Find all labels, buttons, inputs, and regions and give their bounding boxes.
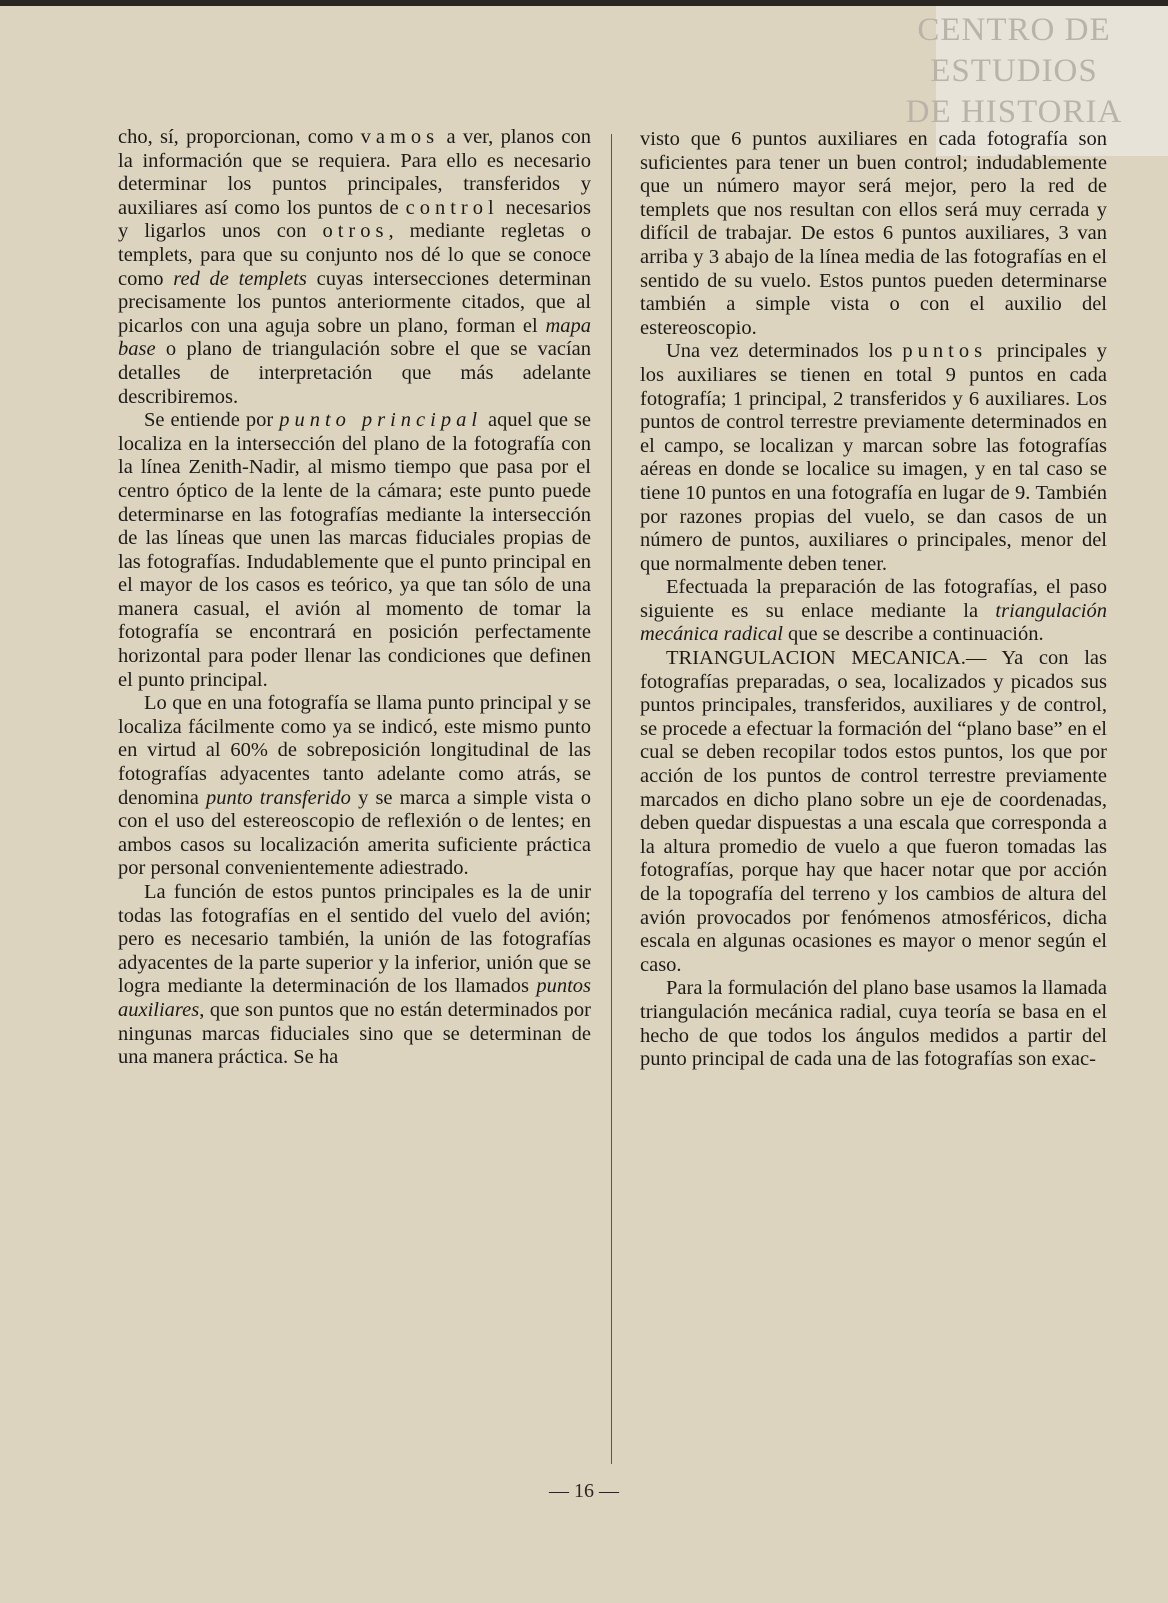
- right-column: [640, 128, 1107, 1072]
- text-run: , mediante regletas o templets, para que su conjunto nos dé lo que se conoce como: [118, 220, 591, 290]
- text-run: Efectuada la preparación de las fotografías, el paso siguiente es su enlace mediante la: [640, 576, 1107, 622]
- text-run: Se entiende por: [144, 409, 280, 432]
- text-run: principales y los auxiliares se tienen en total 9 puntos en cada fotografía; 1 principal, 2 transferidos y 6 auxiliares. Los puntos de control terrestre previamente determinados en el campo, se localizan y marcan sobre las fotografías aéreas en donde se localice su imagen, y en tal caso se tiene 10 puntos en una fotografía en lugar de 9. También por razones propias del vuelo, se dan casos de un número de puntos, auxiliares o principales, menor del que normalmente deben tener.: [640, 340, 1107, 575]
- text-run: a ver, planos con la información que se requiera. Para ello es necesario determinar los puntos principales, transferidos y auxiliares así como los puntos de: [118, 126, 591, 219]
- text-run: cho, sí, proporcionan, como: [118, 126, 361, 148]
- paragraph: [640, 340, 1107, 576]
- watermark-line: ESTUDIOS: [930, 53, 1098, 89]
- column-divider: [611, 134, 612, 1464]
- text-run: TRIANGULACION MECANICA.—: [666, 647, 987, 670]
- text-run: Una vez determinados los: [666, 340, 903, 363]
- paragraph: [118, 126, 591, 409]
- text-run: vamos: [360, 126, 440, 148]
- text-run: que se describe a continuación.: [782, 623, 1044, 646]
- emphasis-text: red de templets: [173, 267, 307, 290]
- text-run: otros: [322, 220, 389, 243]
- text-run: aquel que se localiza en la intersección del plano de la fotografía con la línea Zenith-Nadir, al mismo tiempo que pasa por el centro óptico de la lente de la cámara; este punto puede determinarse en las fotografías mediante la intersección de las líneas que unen las marcas fiduciales propias de las fotografías. Indudablemente que el punto principal en el mayor de los casos es teórico, ya que tan sólo de una manera casual, el avión al momento de tomar la fotografía se encontrará en posición perfectamente horizontal para poder llenar las condiciones que definen el punto principal.: [118, 409, 592, 691]
- watermark-line: DE HISTORIA: [905, 94, 1123, 130]
- text-run: Ya con las fotografías preparadas, o sea, localizados y picados sus puntos principales, transferidos, auxiliares y de control, se procede a efectuar la formación del “plano base” en el cual se deben recopilar todos estos puntos, los que por acción de los puntos de control terrestre previamente marcados en dicho plano sobre un eje de coordenadas, deben quedar dispuestas a una escala que corresponda a la altura promedio de vuelo a que fueron tomadas las fotografías, porque hay que hacer notar que por acción de la topografía del terreno y los cambios de altura del avión provocados por fenómenos atmosféricos, dicha escala en algunas ocasiones es mayor o menor según el caso.: [640, 647, 1108, 976]
- text-run: control: [405, 196, 499, 219]
- paragraph: [640, 977, 1107, 1071]
- paragraph: [640, 128, 1107, 340]
- text-run: cuyas intersecciones determinan precisamente los puntos anteriormente citados, que al picarlos con una aguja sobre un plano, forman el: [118, 267, 591, 337]
- paragraph: [640, 576, 1107, 647]
- text-run: puntos: [902, 340, 988, 363]
- paragraph: [118, 881, 591, 1070]
- paragraph: [118, 692, 591, 881]
- emphasis-text: triangulación mecánica radical: [640, 599, 1107, 646]
- watermark-line: CENTRO DE: [917, 12, 1111, 48]
- left-column: [118, 126, 591, 1070]
- emphasis-text: puntos auxiliares: [118, 975, 591, 1021]
- emphasis-text: mapa base: [118, 314, 591, 361]
- text-run: visto que 6 puntos auxiliares en cada fotografía son suficientes para tener un buen control; indudablemente que un número mayor será mejor, pero la red de templets que nos resultan con ellos será muy cerrada y difícil de trabajar. De estos 6 puntos auxiliares, 3 van arriba y 3 abajo de la línea media de las fotografías en el sentido de su vuelo. Estos puntos pueden determinarse también a simple vista o con el auxilio del estereoscopio.: [640, 128, 1107, 339]
- page-number: — 16 —: [549, 1480, 619, 1502]
- paragraph: [118, 409, 591, 692]
- text-run: necesarios y ligarlos unos con: [118, 196, 592, 243]
- emphasis-text: punto principal: [279, 409, 483, 432]
- text-run: , que son puntos que no están determinados por ningunas marcas fiduciales sino que se determinan de una manera práctica. Se ha: [118, 998, 591, 1069]
- paragraph: [640, 647, 1107, 977]
- text-run: La función de estos puntos principales es la de unir todas las fotografías en el sentido del vuelo del avión; pero es necesario también, la unión de las fotografías adyacentes de la parte superior y la inferior, unión que se logra mediante la determinación de los llamados: [118, 881, 591, 998]
- text-run: Lo que en una fotografía se llama punto principal y se localiza fácilmente como ya se indicó, este mismo punto en virtud al 60% de sobreposición longitudinal de las fotografías adyacentes tanto adelante como atrás, se denomina: [118, 692, 591, 809]
- emphasis-text: punto transferido: [205, 786, 351, 809]
- text-run: o plano de triangulación sobre el que se vacían detalles de interpretación que más adelante describiremos.: [118, 338, 591, 408]
- archive-watermark: [904, 10, 1124, 133]
- text-run: Para la formulación del plano base usamos la llamada triangulación mecánica radial, cuya teoría se basa en el hecho de que todos los ángulos medidos a partir del punto principal de cada una de las fotografías son exac-: [640, 977, 1107, 1071]
- text-run: y se marca a simple vista o con el uso del estereoscopio de reflexión o de lentes; en ambos casos su localización amerita suficiente práctica por personal convenientemente adiestrado.: [118, 786, 591, 880]
